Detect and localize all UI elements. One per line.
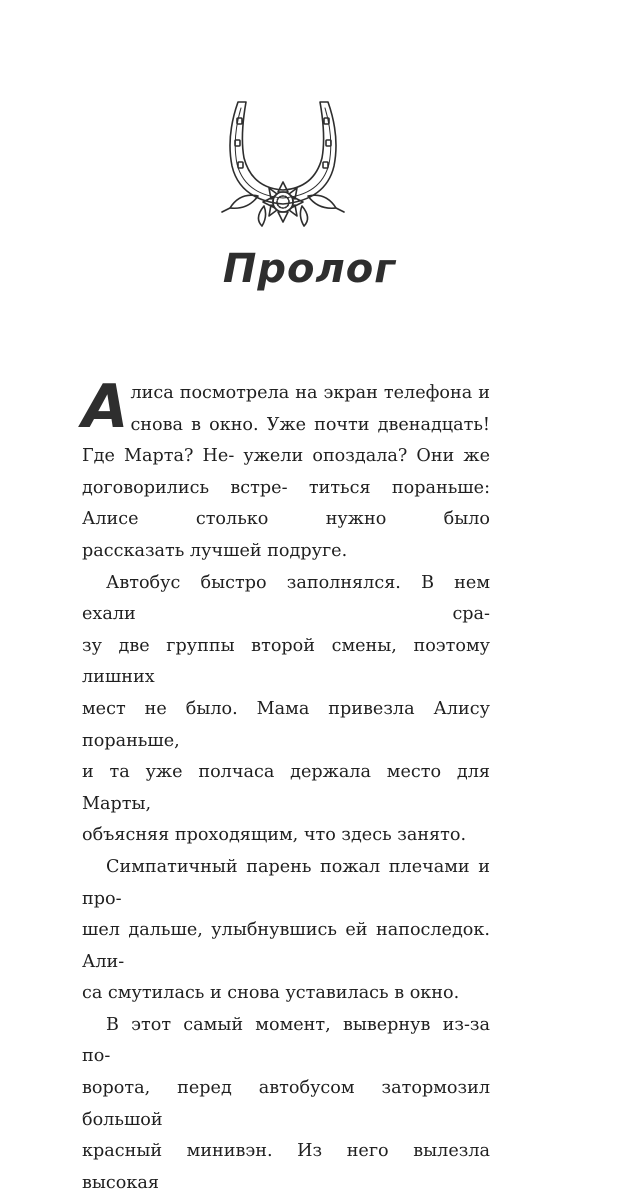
text-line: зу две группы второй смены, поэтому лишних bbox=[82, 635, 490, 688]
paragraph-2 bbox=[82, 568, 490, 631]
paragraph-3-line bbox=[82, 915, 490, 978]
body-text bbox=[82, 372, 491, 1199]
text-line: рассказать лучшей подруге. bbox=[82, 540, 348, 561]
text-line: мест не было. Мама привезла Алису пораньше, bbox=[82, 698, 490, 751]
drop-cap: А bbox=[82, 372, 129, 442]
paragraph-3-line bbox=[82, 978, 490, 1010]
text-line: лиса посмотрела на экран телефона и снова bbox=[130, 383, 490, 435]
text-line: и та уже полчаса держала место для Марты, bbox=[82, 762, 490, 814]
paragraph-2-line bbox=[82, 631, 490, 694]
paragraph-1-end bbox=[82, 536, 490, 568]
paragraph-2-line bbox=[82, 757, 490, 820]
paragraph-4-line bbox=[82, 1136, 490, 1199]
text-line: са смутилась и снова уставилась в окно. bbox=[82, 983, 460, 1004]
paragraph-2-line bbox=[82, 694, 490, 757]
paragraph-3 bbox=[82, 852, 490, 915]
text-line: Симпатичный парень пожал плечами и про- bbox=[82, 856, 490, 909]
text-line: красный минивэн. Из него вылезла высокая bbox=[82, 1141, 490, 1193]
text-line: шел дальше, улыбнувшись ей напоследок. Али- bbox=[82, 920, 490, 972]
text-line: ворота, перед автобусом затормозил большой bbox=[82, 1078, 490, 1130]
text-line: титься пораньше: Алисе столько нужно было bbox=[82, 477, 490, 530]
text-line: Автобус быстро заполнялся. В нем ехали сра- bbox=[82, 572, 490, 625]
text-line: в окно. Уже почти двенадцать! Где Марта? Не- bbox=[82, 414, 490, 467]
chapter-title: Пролог bbox=[222, 246, 397, 292]
paragraph-2-line bbox=[82, 820, 490, 852]
paragraph-4 bbox=[82, 1010, 490, 1073]
text-line: ужели опоздала? Они же договорились встре- bbox=[82, 446, 491, 498]
paragraph-4-line bbox=[82, 1073, 490, 1136]
text-line: объясняя проходящим, что здесь занято. bbox=[82, 825, 467, 846]
horseshoe-sunflower-icon bbox=[218, 96, 348, 231]
text-line: В этот самый момент, вывернув из-за по- bbox=[82, 1014, 490, 1067]
paragraph-1 bbox=[82, 372, 491, 536]
